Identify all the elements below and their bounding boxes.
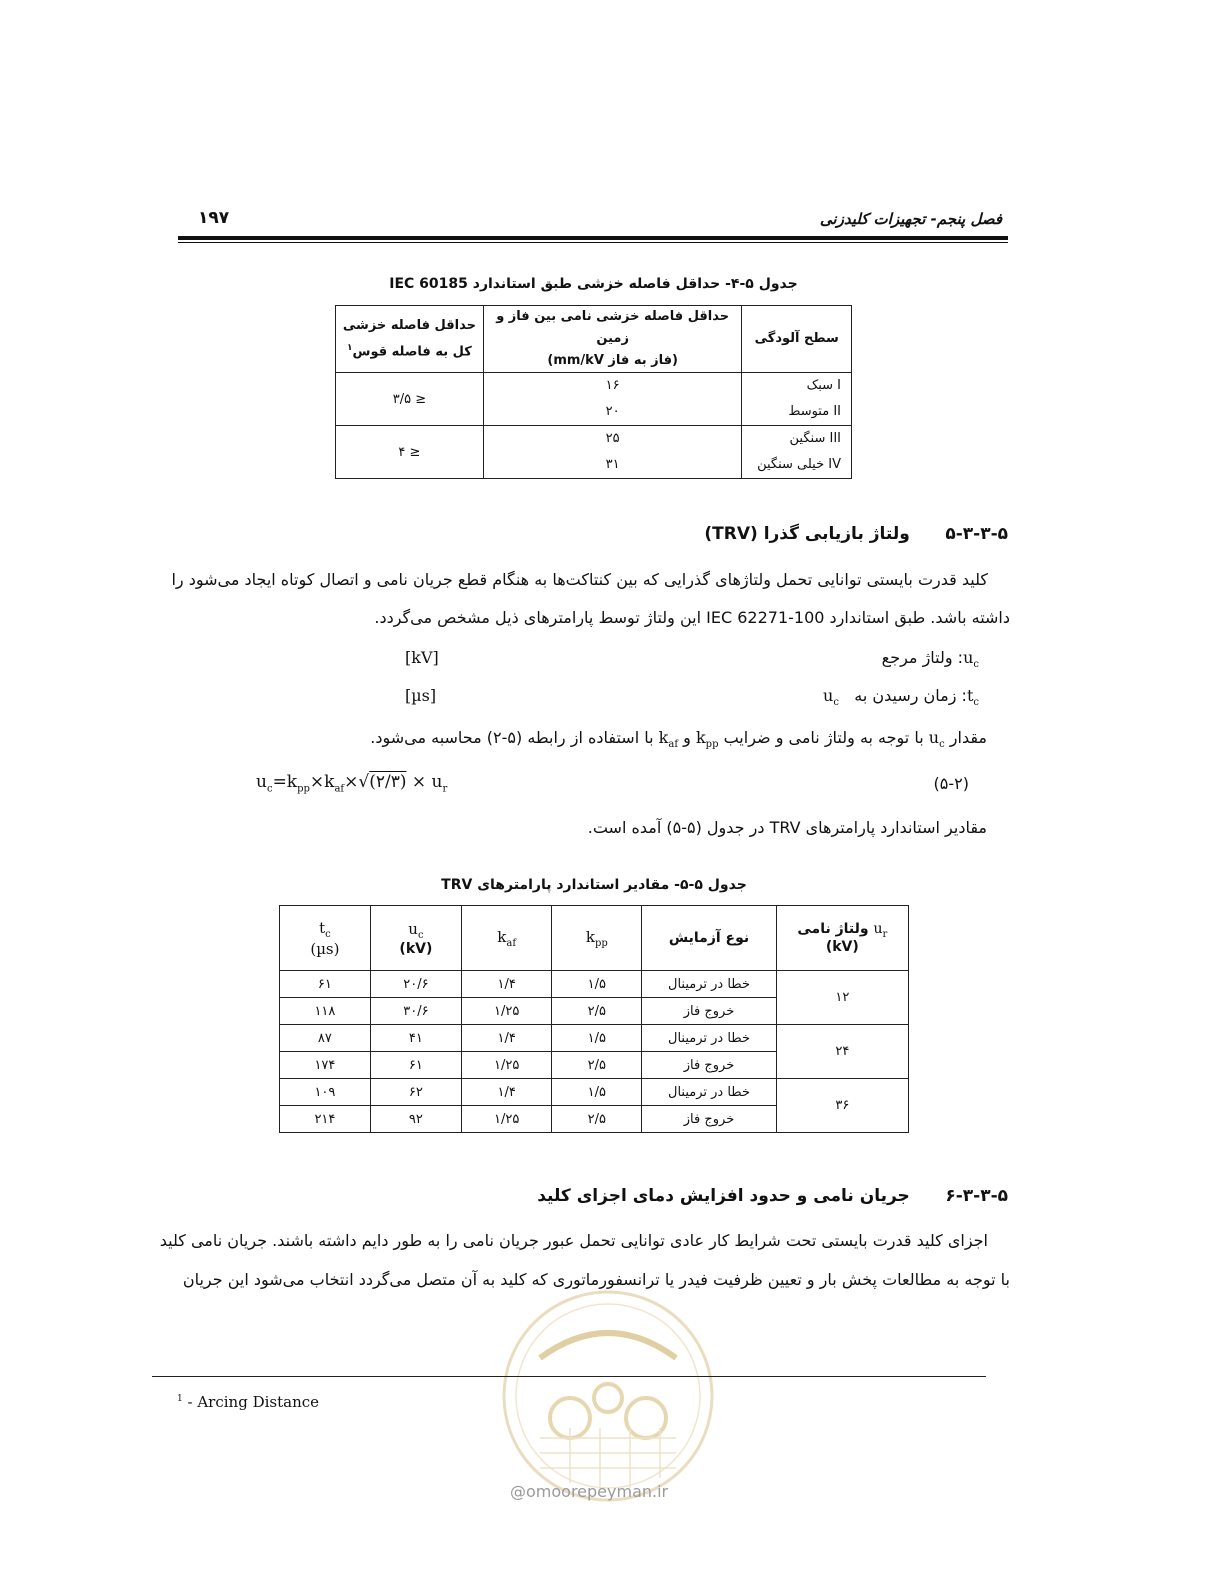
tc-cell: ۶۱ (280, 971, 371, 998)
nominal-creepage-cell (483, 426, 742, 479)
ratio-cell: ≤ ۴ (336, 426, 484, 479)
tc-symbol: $t_c$ (319, 918, 331, 940)
uc-definition (882, 648, 979, 670)
footnote-ref: ۱ (347, 342, 353, 353)
level-medium: II متوسط (788, 404, 841, 419)
creepage-value: ۲۰ (605, 404, 620, 419)
section-heading-trv (704, 524, 1008, 544)
uc-definition-text: : ولتاژ مرجع (881, 648, 964, 667)
tc-cell: ۱۰۹ (280, 1079, 371, 1106)
test-type-cell: خروج فاز (642, 1106, 776, 1133)
kpp-cell: ۲/۵ (552, 998, 642, 1025)
section-title: ولتاژ بازیابی گذرا (TRV) (704, 524, 910, 544)
kpp-symbol: $k_{pp}$ (695, 728, 719, 751)
col-rated-voltage-text: ولتاژ نامی (797, 920, 869, 937)
paragraph-line: اجزای کلید قدرت بایستی تحت شرایط کار عادی توانایی تحمل عبور جریان نامی را به طور دایم داشته باشند. جریان نامی کلید (159, 1231, 988, 1250)
col-tc (280, 906, 371, 971)
table-header-row (280, 906, 909, 971)
test-type-cell: خطا در ترمینال (642, 1025, 776, 1052)
kaf-cell: ۱/۲۵ (462, 1052, 552, 1079)
seal-logo-icon (500, 1288, 716, 1504)
uc-cell: ۶۲ (370, 1079, 461, 1106)
col-kpp: $k_{pp}$ (552, 906, 642, 971)
table-caption: جدول ۵-۴- حداقل فاصله خزشی طبق استاندارد IEC 60185 (389, 276, 798, 292)
uc-unit: [kV] (405, 648, 439, 667)
col-total-line1: حداقل فاصله خزشی (342, 317, 476, 333)
test-type-cell: خروج فاز (642, 998, 776, 1025)
paragraph-line: کلید قدرت بایستی توانایی تحمل ولتاژهای گذرایی که بین کنتاکت‌ها به هنگام قطع جریان نامی و اتصال کوتاه ایجاد می‌شود را (171, 570, 988, 589)
section-heading-current (537, 1186, 1008, 1206)
calc-text: با توجه به ولتاژ نامی و ضرایب (723, 728, 924, 747)
uc-symbol: $u_c$ (928, 728, 945, 751)
col-tc-unit: (µs) (310, 939, 340, 958)
col-uc (370, 906, 461, 971)
nominal-creepage-cell (483, 373, 742, 426)
calc-text: مقدار (949, 728, 987, 747)
rated-voltage-cell: ۱۲ (776, 971, 908, 1025)
col-nominal-line2: (فاز به فاز mm/kV) (547, 353, 678, 368)
level-heavy: III سنگین (789, 431, 841, 446)
kpp-cell: ۱/۵ (552, 971, 642, 998)
uc-cell: ۹۲ (370, 1106, 461, 1133)
equation-number: (۵-۲) (933, 774, 969, 793)
level-light: I سبک (806, 378, 841, 393)
chapter-title: فصل پنجم- تجهیزات کلیدزنی (819, 210, 1002, 228)
table-row (280, 1079, 909, 1106)
table-caption: جدول ۵-۵- مقادیر استاندارد پارامترهای TRV (441, 877, 747, 893)
tc-unit: [µs] (405, 686, 437, 705)
calc-text: و (683, 728, 691, 747)
footnote-text: - Arcing Distance (187, 1393, 320, 1411)
col-rated-voltage-unit: (kV) (825, 939, 859, 956)
page-number: ۱۹۷ (198, 208, 230, 228)
col-nominal-creepage (483, 306, 742, 373)
kaf-cell: ۱/۴ (462, 971, 552, 998)
table-row (336, 373, 852, 426)
table-row (336, 426, 852, 479)
tc-definition (823, 686, 979, 708)
col-total-line2 (340, 337, 479, 363)
kaf-symbol: $k_{af}$ (658, 728, 679, 751)
table-row (280, 971, 909, 998)
calc-text: با استفاده از رابطه (۵-۲) محاسبه می‌شود. (370, 728, 654, 747)
header-rule (178, 236, 1008, 240)
creepage-value: ۱۶ (605, 378, 620, 393)
paragraph-line: مقادیر استاندارد پارامترهای TRV در جدول (۵-۵) آمده است. (587, 818, 987, 837)
col-total-line2-text: کل به فاصله قوس (352, 344, 472, 360)
kaf-cell: ۱/۴ (462, 1025, 552, 1052)
section-number: ۵-۳-۳-۵ (945, 524, 1008, 544)
uc-symbol: $u_c$ (823, 686, 839, 709)
footnote-rule (152, 1376, 986, 1377)
tc-cell: ۱۷۴ (280, 1052, 371, 1079)
col-rated-voltage (776, 906, 908, 971)
pollution-level-cell (742, 426, 852, 479)
pollution-level-cell (742, 373, 852, 426)
kaf-cell: ۱/۴ (462, 1079, 552, 1106)
col-rated-voltage-label (781, 921, 904, 940)
header-rule-thin (178, 242, 1008, 243)
uc-cell: ۴۱ (370, 1025, 461, 1052)
col-nominal-line1: حداقل فاصله خزشی نامی بین فاز و زمین (496, 309, 730, 346)
table-row (280, 1025, 909, 1052)
tc-cell: ۲۱۴ (280, 1106, 371, 1133)
kpp-cell: ۱/۵ (552, 1025, 642, 1052)
creepage-value: ۲۵ (605, 431, 620, 446)
tc-symbol: $t_c$ (966, 686, 979, 709)
footnote-mark: 1 (177, 1394, 183, 1404)
col-kaf: $k_{af}$ (462, 906, 552, 971)
trv-parameters-table (279, 905, 909, 1133)
uc-symbol: $u_c$ (408, 919, 424, 941)
level-very-heavy: IV خیلی سنگین (757, 457, 841, 472)
col-test-type: نوع آزمایش (642, 906, 776, 971)
running-header (178, 208, 1008, 238)
col-pollution-level: سطح آلودگی (742, 306, 852, 373)
test-type-cell: خطا در ترمینال (642, 1079, 776, 1106)
paragraph-line: داشته باشد. طبق استاندارد IEC 62271-100 این ولتاژ توسط پارامترهای ذیل مشخص می‌گردد. (374, 608, 1010, 627)
creepage-table (335, 305, 852, 479)
table-header-row (336, 306, 852, 373)
test-type-cell: خطا در ترمینال (642, 971, 776, 998)
equation-5-2: $u_c=k_{pp}\times k_{af}\times√(۲/۳) \times u_r$ (256, 772, 448, 795)
section-title: جریان نامی و حدود افزایش دمای اجزای کلید (537, 1186, 910, 1206)
uc-symbol: $u_c$ (963, 648, 979, 671)
kaf-cell: ۱/۲۵ (462, 1106, 552, 1133)
ur-symbol: $u_r$ (873, 920, 888, 940)
tc-cell: ۸۷ (280, 1025, 371, 1052)
footnote (177, 1393, 319, 1411)
uc-cell: ۳۰/۶ (370, 998, 461, 1025)
col-total-creepage (336, 306, 484, 373)
calculation-sentence (370, 728, 987, 750)
uc-cell: ۶۱ (370, 1052, 461, 1079)
test-type-cell: خروج فاز (642, 1052, 776, 1079)
paragraph-line: با توجه به مطالعات پخش بار و تعیین ظرفیت فیدر یا ترانسفورماتوری که کلید به آن متصل می‌گردد انتخاب می‌شود این جریان (182, 1270, 1010, 1289)
watermark-url: @omoorepeyman.ir (510, 1482, 669, 1501)
kpp-cell: ۲/۵ (552, 1106, 642, 1133)
ratio-cell: ≤ ۳/۵ (336, 373, 484, 426)
uc-cell: ۲۰/۶ (370, 971, 461, 998)
rated-voltage-cell: ۲۴ (776, 1025, 908, 1079)
tc-definition-text: : زمان رسیدن به (854, 686, 967, 705)
kpp-cell: ۲/۵ (552, 1052, 642, 1079)
rated-voltage-cell: ۳۶ (776, 1079, 908, 1133)
kaf-cell: ۱/۲۵ (462, 998, 552, 1025)
kpp-cell: ۱/۵ (552, 1079, 642, 1106)
section-number: ۶-۳-۳-۵ (945, 1186, 1008, 1206)
tc-cell: ۱۱۸ (280, 998, 371, 1025)
col-uc-unit: (kV) (399, 940, 433, 957)
creepage-value: ۳۱ (605, 457, 620, 472)
